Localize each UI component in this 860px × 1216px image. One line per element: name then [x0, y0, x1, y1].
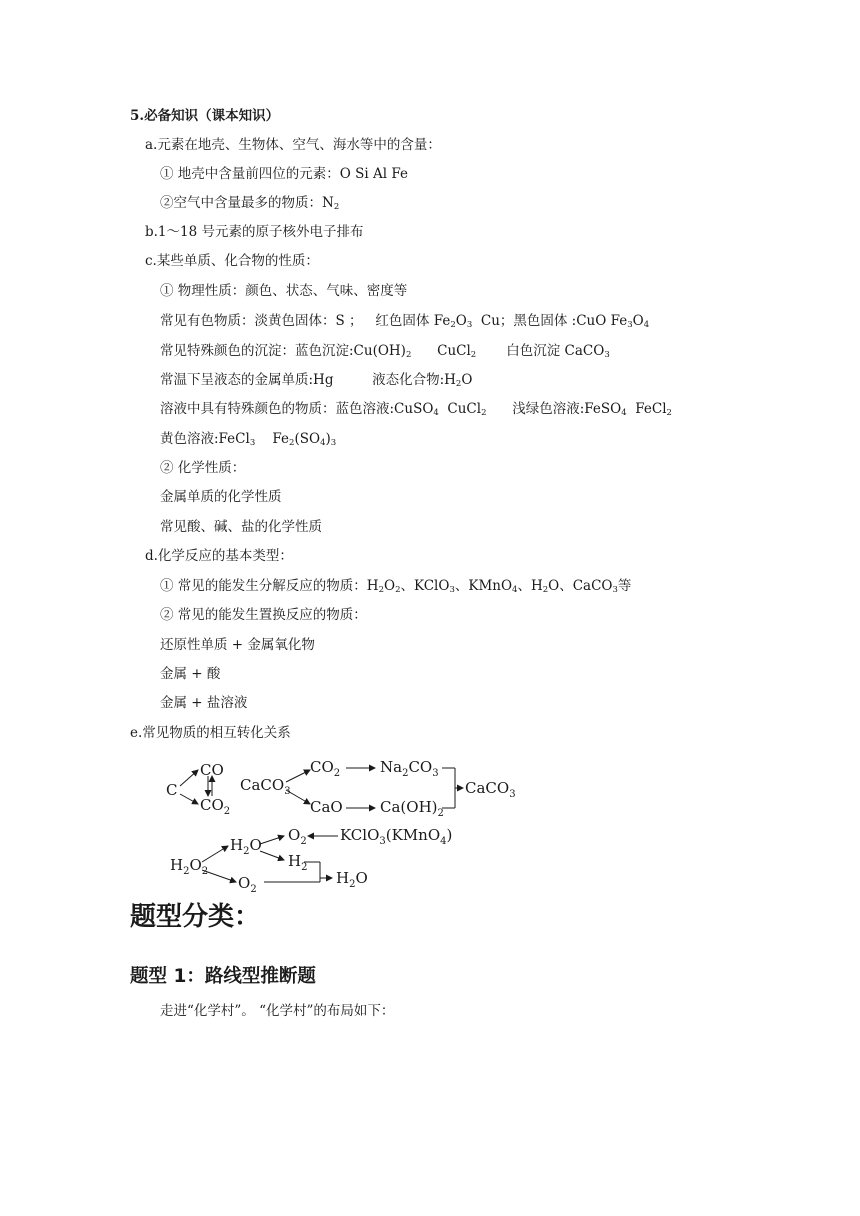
intro-paragraph: 走进“化学村”。 “化学村”的布局如下：	[160, 1003, 395, 1019]
o2-label: $O_2$	[288, 826, 307, 847]
item-c1: ① 物理性质：颜色、状态、气味、密度等	[160, 283, 408, 299]
item-a2: ②空气中含量最多的物质：$N_2$	[160, 195, 340, 212]
section-heading: 题型分类：	[130, 902, 261, 932]
section-title: 5.必备知识（课本知识）	[130, 108, 280, 124]
co-label: CO	[200, 761, 224, 779]
item-d2-a: 还原性单质 + 金属氧化物	[160, 637, 315, 653]
item-b-title: b.1～18 号元素的原子核外电子排布	[145, 224, 364, 240]
h2o-result-label: $H_2O$	[336, 869, 368, 890]
co2-b-label: $CO_2$	[310, 758, 341, 779]
item-a1: ① 地壳中含量前四位的元素：O Si Al Fe	[160, 166, 408, 182]
subsection-heading: 题型 1：路线型推断题	[130, 966, 316, 987]
item-c2: ② 化学性质：	[160, 460, 246, 476]
colored-substances-line: 常见有色物质：淡黄色固体：S ； 红色固体 $Fe_2O_3$ Cu；黑色固体 :CuO $Fe_3O_4$	[160, 313, 650, 330]
h2o-label: $H_2O$	[230, 836, 262, 857]
item-e-title: e.常见物质的相互转化关系	[130, 725, 291, 741]
conversion-diagram	[160, 752, 560, 892]
item-c2-b: 常见酸、碱、盐的化学性质	[160, 519, 322, 535]
item-d2-b: 金属 + 酸	[160, 666, 221, 682]
decomposition-line: ① 常见的能发生分解反应的物质：$H_2O_2$、KClO$_3$、KMnO$_4$、$H_2O$、CaCO$_3$等	[160, 578, 632, 595]
cao-label: CaO	[310, 798, 343, 816]
caoh2-label: $Ca(OH)_2$	[380, 798, 444, 819]
h2-label: $H_2$	[288, 852, 308, 873]
kclo3-label: KClO$_3$(KMnO$_4$)	[340, 826, 453, 847]
caco3-result-label: CaCO$_3$	[465, 779, 516, 800]
caco3-label: CaCO$_3$	[240, 776, 291, 797]
item-a-title: a.元素在地壳、生物体、空气、海水等中的含量：	[145, 137, 441, 153]
item-c-title: c.某些单质、化合物的性质：	[145, 253, 319, 269]
item-c2-a: 金属单质的化学性质	[160, 489, 282, 505]
co2-label: $CO_2$	[200, 796, 231, 817]
item-d2-c: 金属 + 盐溶液	[160, 695, 248, 711]
liquid-line: 常温下呈液态的金属单质:Hg 液态化合物$:H_2O$	[160, 372, 473, 389]
item-d-title: d.化学反应的基本类型：	[145, 548, 293, 564]
item-d2: ② 常见的能发生置换反应的物质：	[160, 607, 367, 623]
o2-b-label: $O_2$	[238, 874, 257, 892]
c-label: C	[166, 781, 178, 799]
solution-line: 溶液中具有特殊颜色的物质：蓝色溶液:CuSO$_4$ CuCl$_2$ 浅绿色溶液:FeSO$_4$ FeCl$_2$	[160, 401, 672, 418]
na2co3-label: $Na_2CO_3$	[380, 758, 439, 779]
precipitate-line: 常见特殊颜色的沉淀：蓝色沉淀$:Cu(OH)_2$ CuCl$_2$ 白色沉淀 CaCO$_3$	[160, 343, 610, 360]
h2o2-label: $H_2O_2$	[170, 856, 209, 877]
yellow-solution-line: 黄色溶液:FeCl$_3$ $Fe_2(SO_4)_3$	[160, 431, 337, 448]
